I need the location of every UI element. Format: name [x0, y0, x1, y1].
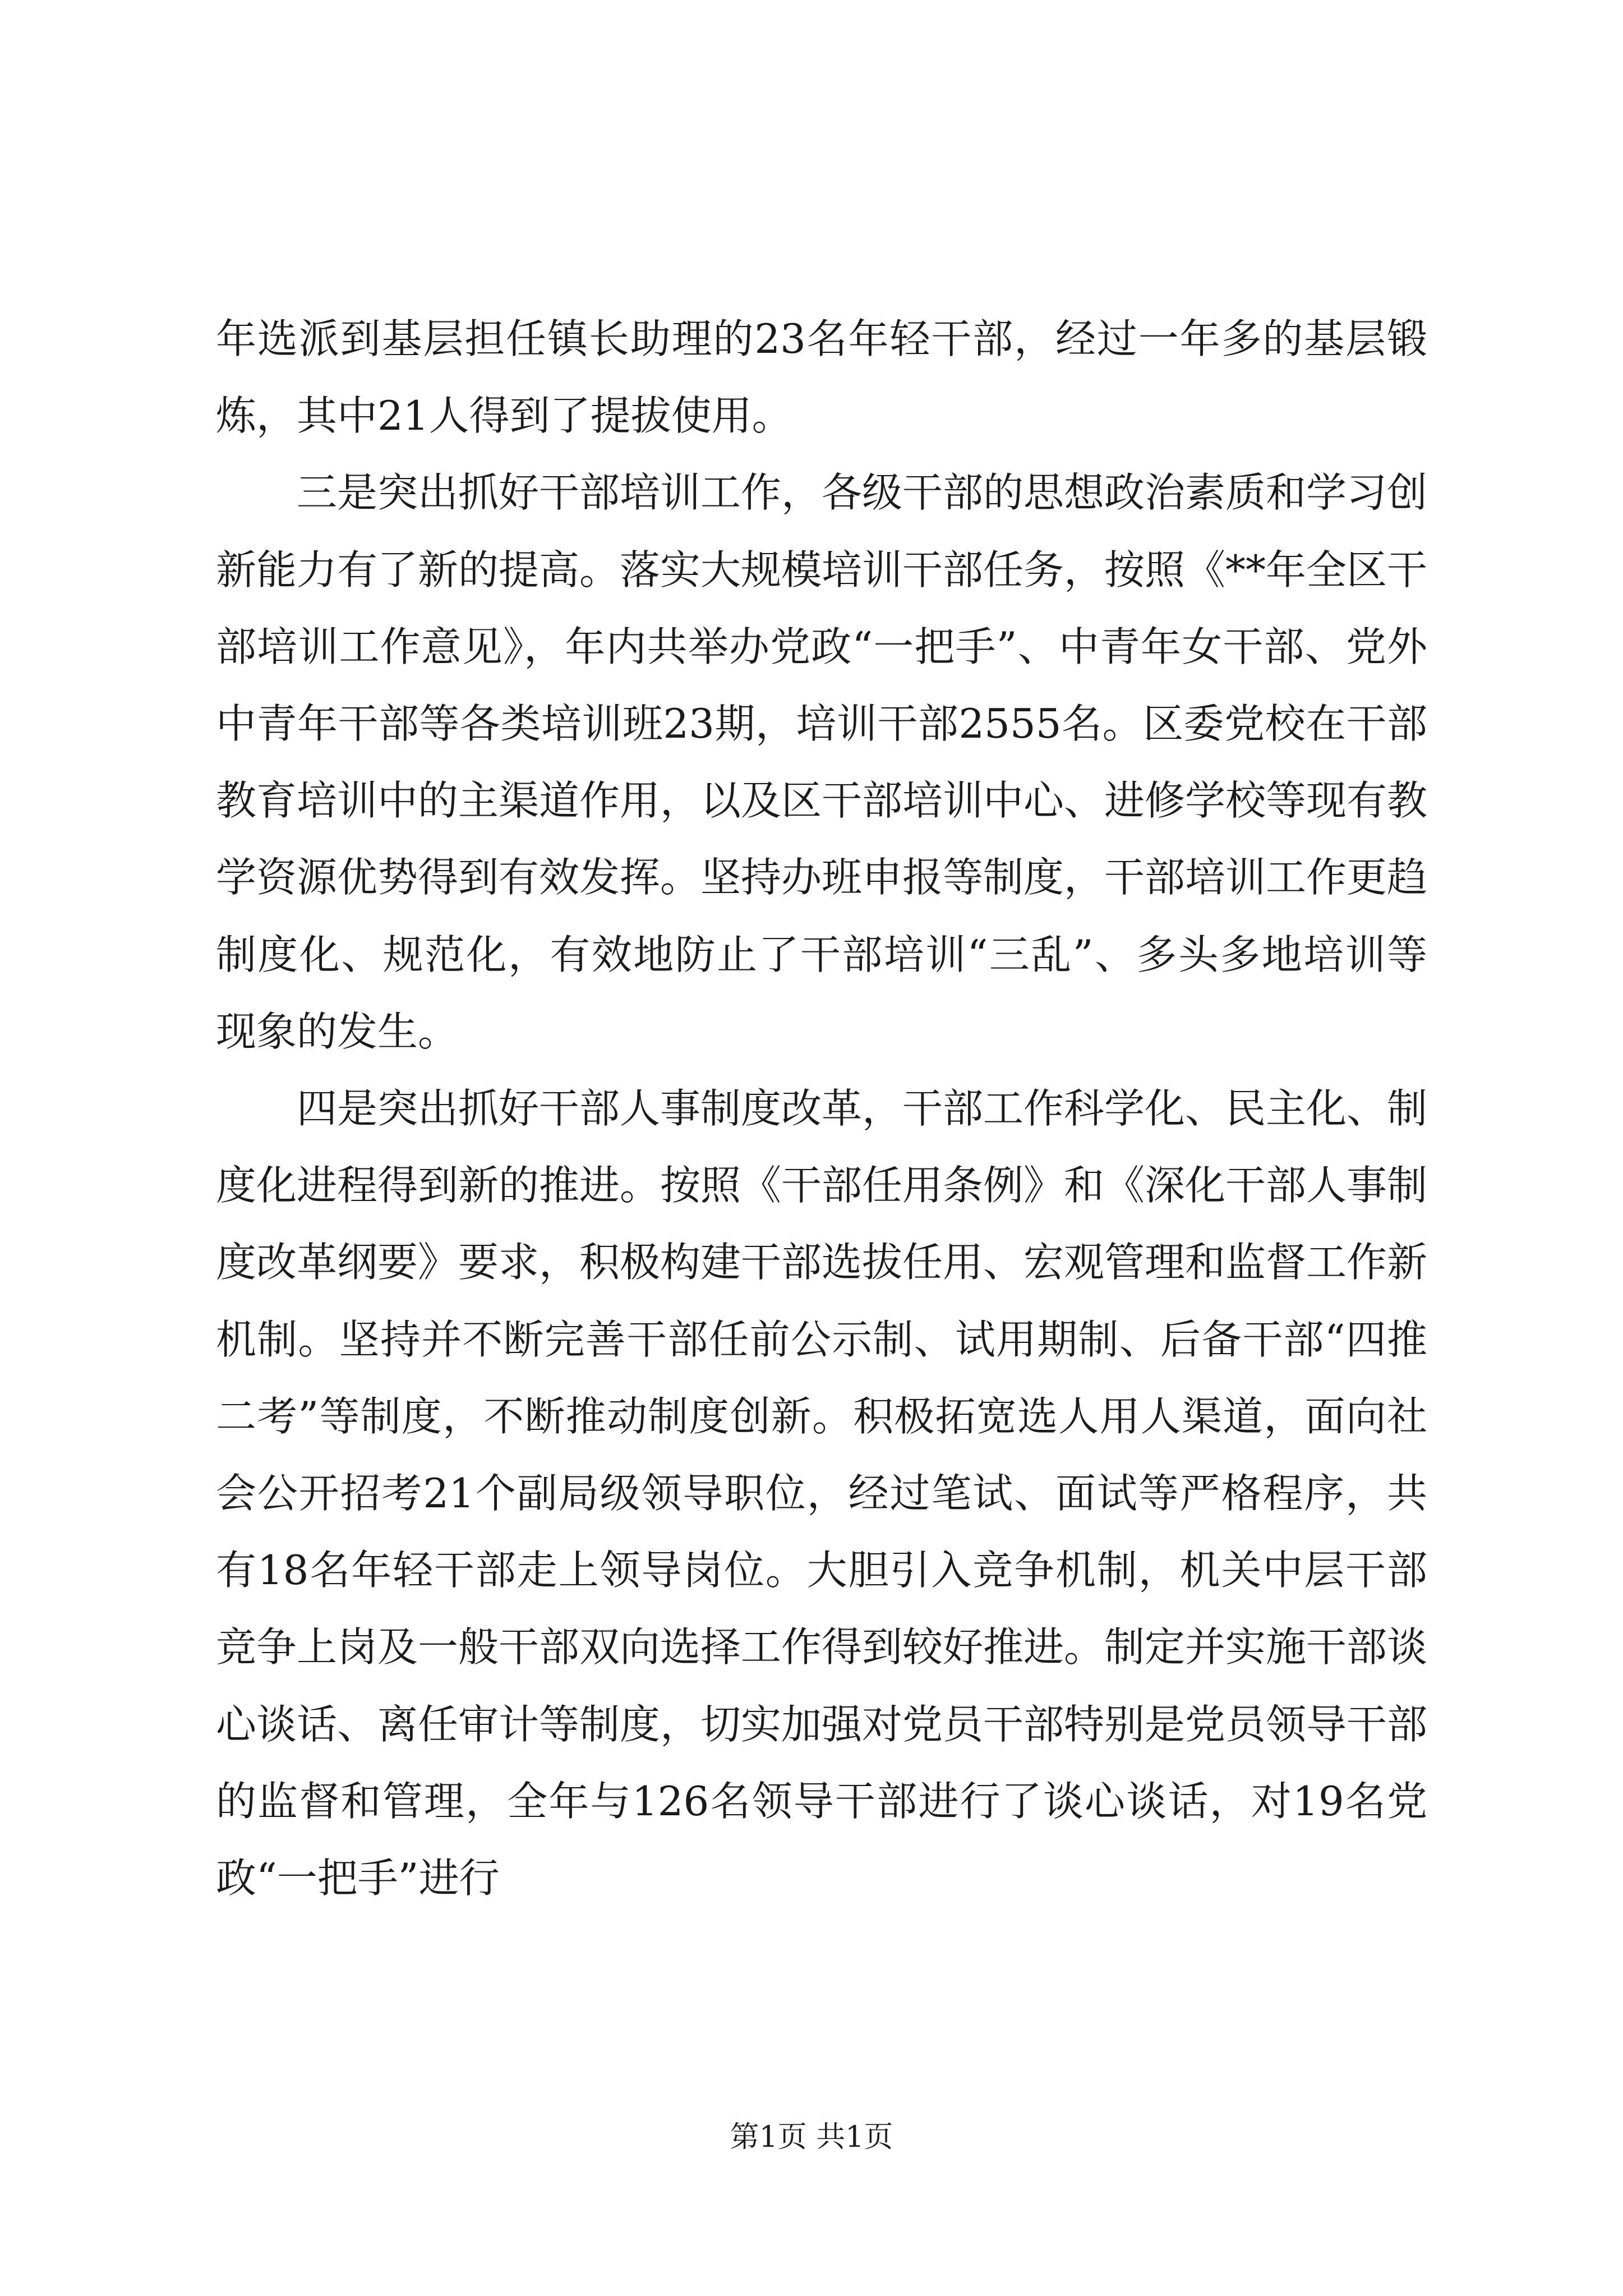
paragraph-personnel-reform: 四是突出抓好干部人事制度改革，干部工作科学化、民主化、制度化进程得到新的推进。按照《干部任用条例》和《深化干部人事制度改革纲要》要求，积极构建干部选拔任用、宏观管理和监督工作新机制。坚持并不断完善干部任前公示制、试用期制、后备干部“四推二考”等制度，不断推动制度创新。积极拓宽选人用人渠道，面向社会公开招考21个副局级领导职位，经过笔试、面试等严格程序，共有18名年轻干部走上领导岗位。大胆引入竞争机制，机关中层干部竞争上岗及一般干部双向选择工作得到较好推进。制定并实施干部谈心谈话、离任审计等制度，切实加强对党员干部特别是党员领导干部的监督和管理，全年与126名领导干部进行了谈心谈话，对19名党政“一把手”进行 [216, 1085, 1428, 1902]
document-body [216, 301, 1427, 1917]
paragraph-cadre-training: 三是突出抓好干部培训工作，各级干部的思想政治素质和学习创新能力有了新的提高。落实大规模培训干部任务，按照《**年全区干部培训工作意见》，年内共举办党政“一把手”、中青年女干部、党外中青年干部等各类培训班23期，培训干部2555名。区委党校在干部教育培训中的主渠道作用，以及区干部培训中心、进修学校等现有教学资源优势得到有效发挥。坚持办班申报等制度，干部培训工作更趋制度化、规范化，有效地防止了干部培训“三乱”、多头多地培训等现象的发生。 [216, 469, 1428, 1055]
paragraph-continuation: 年选派到基层担任镇长助理的23名年轻干部，经过一年多的基层锻炼，其中21人得到了提拔使用。 [216, 315, 1427, 440]
page-footer: 第1页 共1页 [730, 2120, 893, 2154]
